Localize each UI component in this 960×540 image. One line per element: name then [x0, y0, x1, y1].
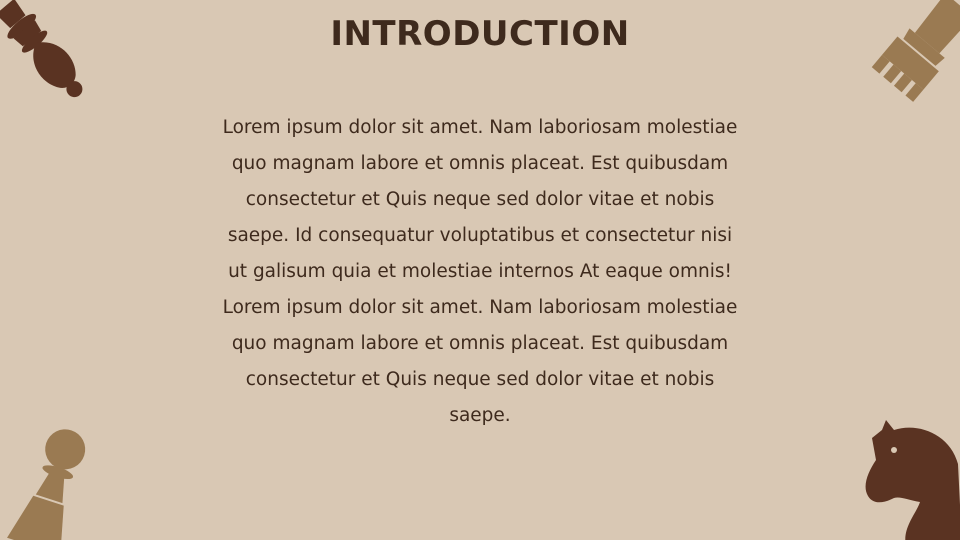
chess-rook-icon: [848, 0, 960, 133]
slide-title: INTRODUCTION: [330, 14, 630, 54]
chess-pawn-icon: [0, 418, 104, 540]
chess-knight-icon: [858, 416, 960, 540]
slide-body-text: Lorem ipsum dolor sit amet. Nam laboriosam molestiae quo magnam labore et omnis placeat. Est quibusdam consectetur et Quis neque sed dolor vitae et nobis saepe. Id consequatur voluptatibus et consectetur nisi ut galisum quia et molestiae internos At eaque omnis! Lorem ipsum dolor sit amet. Nam laboriosam molestiae quo magnam labore et omnis placeat. Est quibusdam consectetur et Quis neque sed dolor vitae et nobis saepe.: [222, 117, 738, 426]
chess-bishop-icon: [0, 0, 110, 130]
